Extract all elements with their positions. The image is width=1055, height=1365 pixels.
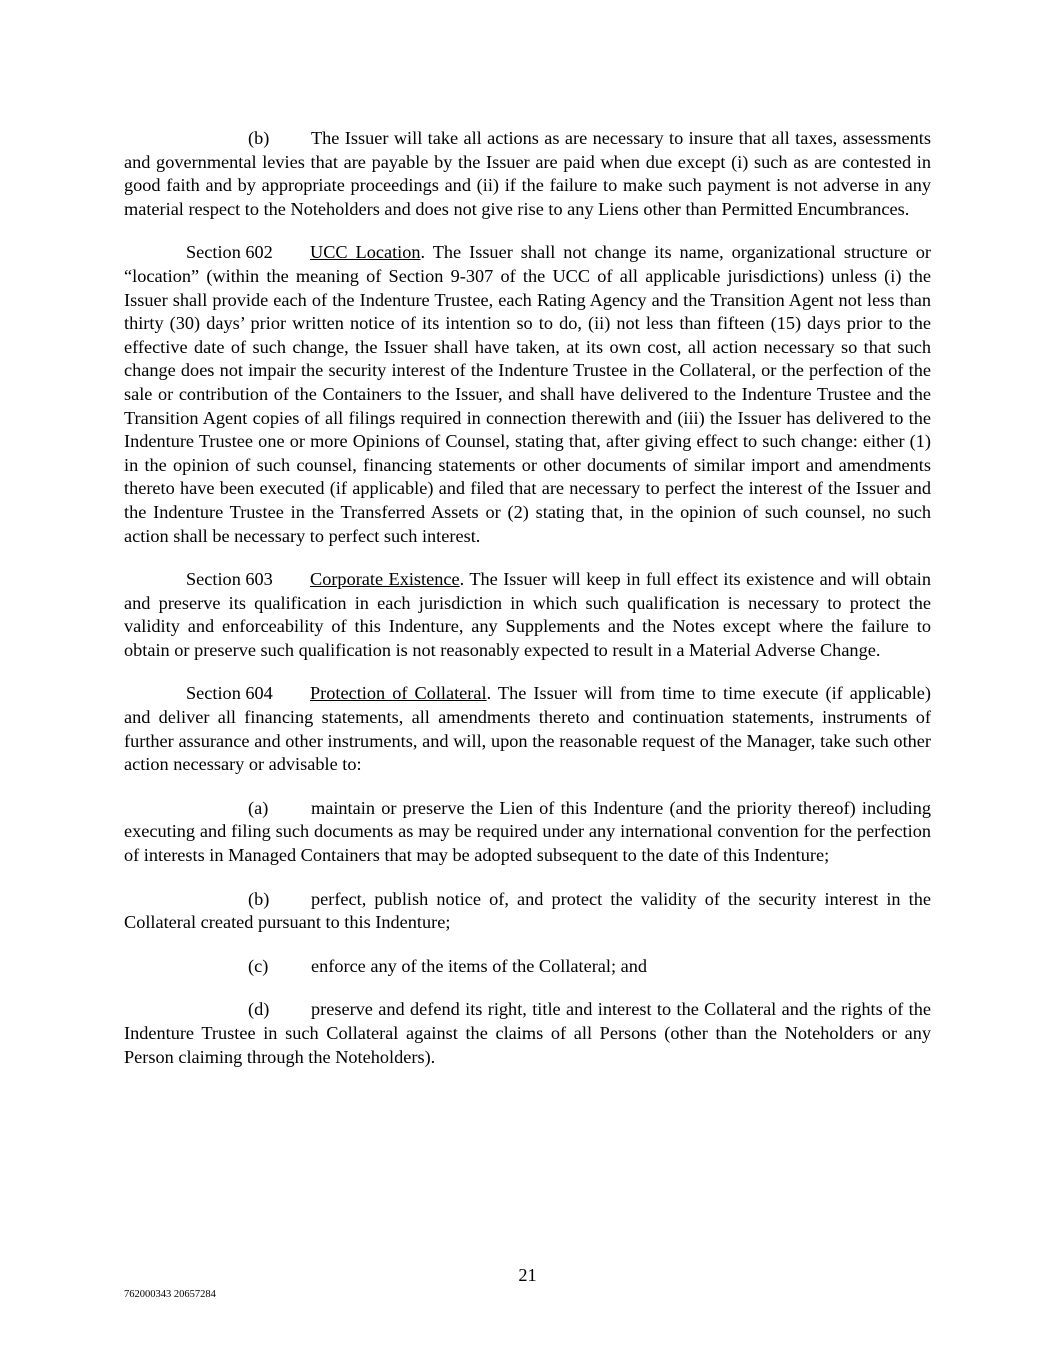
clause-label: (c) xyxy=(248,955,269,976)
clause-label: (a) xyxy=(248,797,269,818)
clause-label: (b) xyxy=(248,128,270,148)
clause-b xyxy=(124,888,931,935)
clause-text: preserve and defend its right, title and interest to the Collateral and the rights of the Indenture Trustee in such Collateral against the claims of all Persons (other than the Noteholders or any Person claiming through the Noteholders). xyxy=(124,999,931,1067)
clause-text: The Issuer will take all actions as are necessary to insure that all taxes, assessments and governmental levies that are payable by the Issuer are paid when due except (i) such as are contested in good faith and by appropriate proceedings and (ii) if the failure to make such payment is not adverse in any material respect to the Noteholders and does not give rise to any Liens other than Permitted Encumbrances. xyxy=(124,128,931,219)
section-text: . The Issuer will keep in full effect its existence and will obtain and preserve its qualification in each jurisdiction in which such qualification is necessary to protect the validity and enforceability of this Indenture, any Supplements and the Notes except where the failure to obtain or preserve such qualification is not reasonably expected to result in a Material Adverse Change. xyxy=(124,569,931,660)
section-number: Section 604 xyxy=(186,683,273,704)
section-heading: Protection of Collateral xyxy=(310,683,487,704)
section-602 xyxy=(124,241,931,548)
section-text: . The Issuer shall not change its name, organizational structure or “location” (within the meaning of Section 9-307 of the UCC of all applicable jurisdictions) unless (i) the Issuer shall provide each of the Indenture Trustee, each Rating Agency and the Transition Agent not less than thirty (30) days’ prior written notice of its intention so to do, (ii) not less than fifteen (15) days prior to the effective date of such change, the Issuer shall have taken, at its own cost, all action necessary so that such change does not impair the security interest of the Indenture Trustee in the Collateral, or the perfection of the sale or contribution of the Containers to the Issuer, and shall have delivered to the Indenture Trustee and the Transition Agent copies of all filings required in connection therewith and (iii) the Issuer has delivered to the Indenture Trustee one or more Opinions of Counsel, stating that, after giving effect to such change: either (1) in the opinion of such counsel, financing statements or other documents of similar import and amendments thereto have been executed (if applicable) and filed that are necessary to perfect the interest of the Issuer and the Indenture Trustee in the Transferred Assets or (2) stating that, in the opinion of such counsel, no such action shall be necessary to perfect such interest. xyxy=(124,242,931,546)
document-id: 762000343 20657284 xyxy=(124,1289,216,1300)
section-text: . The Issuer will from time to time execute (if applicable) and deliver all financing statements, all amendments thereto and continuation statements, instruments of further assurance and other instruments, and will, upon the reasonable request of the Manager, take such other action necessary or advisable to: xyxy=(124,683,932,775)
clause-d xyxy=(124,998,931,1069)
clause-text: maintain or preserve the Lien of this Indenture (and the priority thereof) including executing and filing such documents as may be required under any international convention for the perfection of interests in Managed Containers that may be adopted subsequent to the date of this Indenture; xyxy=(124,797,931,866)
page-number: 21 xyxy=(518,1265,537,1285)
clause-a xyxy=(124,797,931,868)
clause-label: (b) xyxy=(248,888,270,909)
section-heading: Corporate Existence xyxy=(310,569,460,590)
section-604 xyxy=(124,682,931,776)
section-heading: UCC Location xyxy=(310,242,421,263)
document-body xyxy=(124,127,931,1089)
clause-text: perfect, publish notice of, and protect the validity of the security interest in the Collateral created pursuant to this Indenture; xyxy=(124,888,931,933)
clause-c xyxy=(124,955,931,979)
clause-text: enforce any of the items of the Collateral; and xyxy=(311,955,648,976)
clause-label: (d) xyxy=(248,999,270,1020)
section-number: Section 603 xyxy=(186,569,273,590)
section-number: Section 602 xyxy=(186,242,273,263)
paragraph-taxes xyxy=(124,127,931,221)
section-603 xyxy=(124,568,931,662)
